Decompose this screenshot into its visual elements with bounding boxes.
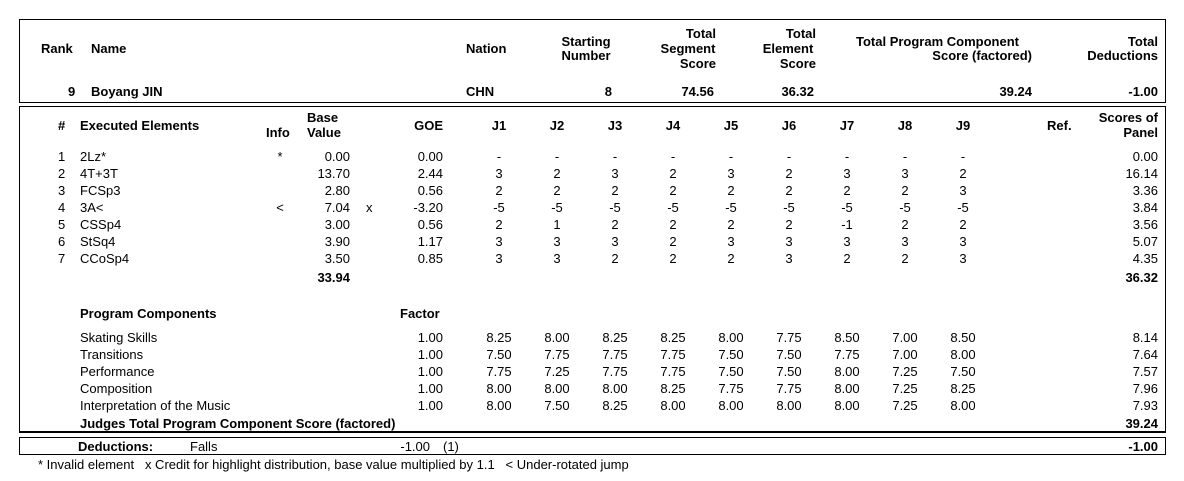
pcs-total-divider xyxy=(19,431,1166,432)
pcs-total-value: 39.24 xyxy=(1125,416,1158,431)
component-judge-score: 7.75 xyxy=(834,347,860,362)
col-goe-header: GOE xyxy=(414,118,443,133)
element-judge-score: 3 xyxy=(611,234,619,249)
tes-label-2: Element xyxy=(762,41,814,56)
col-ref-header: Ref. xyxy=(1047,118,1072,133)
element-base-value: 7.04 xyxy=(324,200,350,215)
skater-pcs: 39.24 xyxy=(999,84,1032,99)
element-judge-score: -5 xyxy=(667,200,679,215)
element-number: 4 xyxy=(58,200,66,215)
component-judge-score: 7.75 xyxy=(544,347,570,362)
judge-header-1: J1 xyxy=(491,118,507,133)
element-judge-score: 3 xyxy=(843,234,851,249)
component-judge-score: 8.00 xyxy=(544,330,570,345)
element-judge-score: - xyxy=(960,149,966,164)
element-judge-score: -5 xyxy=(609,200,621,215)
deductions-value: -1.00 xyxy=(400,439,430,454)
component-judge-score: 7.25 xyxy=(892,364,918,379)
element-goe: 0.85 xyxy=(417,251,443,266)
element-judge-score: 2 xyxy=(553,166,561,181)
element-panel-score: 5.07 xyxy=(1132,234,1158,249)
component-judge-score: 8.00 xyxy=(950,347,976,362)
element-judge-score: 2 xyxy=(611,217,619,232)
element-panel-score: 3.36 xyxy=(1132,183,1158,198)
element-judge-score: 2 xyxy=(727,217,735,232)
element-judge-score: 3 xyxy=(901,166,909,181)
pcs-total-label: Judges Total Program Component Score (factored) xyxy=(80,416,396,431)
element-judge-score: 2 xyxy=(611,183,619,198)
component-judge-score: 8.25 xyxy=(486,330,512,345)
component-judge-score: 8.00 xyxy=(834,381,860,396)
component-judge-score: 8.00 xyxy=(544,381,570,396)
component-judge-score: 7.75 xyxy=(776,381,802,396)
judge-header-2: J2 xyxy=(549,118,565,133)
judge-header-5: J5 xyxy=(723,118,739,133)
component-judge-score: 8.00 xyxy=(718,330,744,345)
component-judge-score: 8.25 xyxy=(950,381,976,396)
component-judge-score: 7.50 xyxy=(718,347,744,362)
component-judge-score: 7.75 xyxy=(602,347,628,362)
component-judge-score: 7.25 xyxy=(892,398,918,413)
judge-header-8: J8 xyxy=(897,118,913,133)
judge-header-3: J3 xyxy=(607,118,623,133)
element-name: CSSp4 xyxy=(80,217,122,232)
element-base-value: 3.00 xyxy=(324,217,350,232)
element-judge-score: 2 xyxy=(785,217,793,232)
element-panel-score: 3.56 xyxy=(1132,217,1158,232)
component-factor: 1.00 xyxy=(417,398,443,413)
element-judge-score: 3 xyxy=(901,234,909,249)
component-judge-score: 8.00 xyxy=(834,364,860,379)
skater-starting-number: 8 xyxy=(604,84,612,99)
base-total: 33.94 xyxy=(317,270,350,285)
rank-label: Rank xyxy=(41,41,73,56)
component-judge-score: 7.50 xyxy=(950,364,976,379)
component-panel-score: 7.64 xyxy=(1132,347,1158,362)
element-goe: -3.20 xyxy=(413,200,443,215)
judge-header-7: J7 xyxy=(839,118,855,133)
skater-tes: 36.32 xyxy=(781,84,814,99)
element-judge-score: 2 xyxy=(669,217,677,232)
col-num-header: # xyxy=(58,118,66,133)
component-judge-score: 7.75 xyxy=(660,364,686,379)
component-judge-score: 7.50 xyxy=(544,398,570,413)
element-judge-score: 3 xyxy=(495,166,503,181)
judge-header-6: J6 xyxy=(781,118,797,133)
component-judge-score: 8.00 xyxy=(486,398,512,413)
element-judge-score: -5 xyxy=(899,200,911,215)
element-judge-score: 3 xyxy=(959,251,967,266)
judge-header-9: J9 xyxy=(955,118,971,133)
component-judge-score: 8.00 xyxy=(486,381,512,396)
component-judge-score: 8.00 xyxy=(660,398,686,413)
tss-label-3: Score xyxy=(679,56,716,71)
element-judge-score: -5 xyxy=(493,200,505,215)
element-judge-score: 2 xyxy=(727,183,735,198)
element-judge-score: 2 xyxy=(669,183,677,198)
ded-label-2: Deductions xyxy=(1087,48,1158,63)
component-judge-score: 8.25 xyxy=(602,398,628,413)
element-name: 2Lz* xyxy=(80,149,107,164)
col-panel-header-2: Panel xyxy=(1123,125,1158,140)
element-goe: 0.56 xyxy=(417,183,443,198)
element-judge-score: -5 xyxy=(725,200,737,215)
element-judge-score: - xyxy=(728,149,734,164)
component-judge-score: 8.00 xyxy=(776,398,802,413)
component-judge-score: 7.00 xyxy=(892,330,918,345)
tes-label-1: Total xyxy=(785,26,816,41)
tss-label-1: Total xyxy=(685,26,716,41)
element-judge-score: 3 xyxy=(553,234,561,249)
element-base-value: 13.70 xyxy=(317,166,350,181)
component-judge-score: 8.50 xyxy=(950,330,976,345)
component-judge-score: 7.50 xyxy=(776,347,802,362)
element-judge-score: 2 xyxy=(669,166,677,181)
col-executed-header: Executed Elements xyxy=(80,118,200,133)
component-name: Skating Skills xyxy=(80,330,158,345)
component-factor: 1.00 xyxy=(417,364,443,379)
footnote: * Invalid element x Credit for highlight distribution, base value multiplied by 1.1 < Under-rotated jump xyxy=(38,457,629,472)
element-panel-score: 16.14 xyxy=(1125,166,1158,181)
element-base-value: 3.50 xyxy=(324,251,350,266)
element-judge-score: -5 xyxy=(841,200,853,215)
element-judge-score: -5 xyxy=(551,200,563,215)
skater-rank: 9 xyxy=(68,84,76,99)
element-judge-score: -1 xyxy=(841,217,853,232)
component-factor: 1.00 xyxy=(417,347,443,362)
component-judge-score: 7.75 xyxy=(718,381,744,396)
element-judge-score: 3 xyxy=(495,251,503,266)
element-judge-score: 2 xyxy=(727,251,735,266)
element-number: 1 xyxy=(58,149,66,164)
pc-factor-header: Factor xyxy=(400,306,440,321)
element-judge-score: 3 xyxy=(727,166,735,181)
element-goe: 0.56 xyxy=(417,217,443,232)
component-judge-score: 7.50 xyxy=(776,364,802,379)
element-number: 2 xyxy=(58,166,66,181)
component-factor: 1.00 xyxy=(417,381,443,396)
judge-header-4: J4 xyxy=(665,118,681,133)
component-judge-score: 8.25 xyxy=(602,330,628,345)
element-number: 6 xyxy=(58,234,66,249)
panel-total: 36.32 xyxy=(1125,270,1158,285)
deductions-type: Falls xyxy=(190,439,218,454)
component-panel-score: 8.14 xyxy=(1132,330,1158,345)
nation-label: Nation xyxy=(466,41,507,56)
element-judge-score: 2 xyxy=(959,217,967,232)
component-judge-score: 7.25 xyxy=(544,364,570,379)
element-name: 4T+3T xyxy=(80,166,118,181)
component-name: Transitions xyxy=(80,347,144,362)
component-name: Performance xyxy=(80,364,155,379)
component-judge-score: 8.00 xyxy=(718,398,744,413)
tes-label-3: Score xyxy=(779,56,816,71)
element-judge-score: 2 xyxy=(843,183,851,198)
component-judge-score: 8.50 xyxy=(834,330,860,345)
component-judge-score: 7.75 xyxy=(660,347,686,362)
component-judge-score: 8.25 xyxy=(660,381,686,396)
element-judge-score: 3 xyxy=(727,234,735,249)
component-judge-score: 7.75 xyxy=(486,364,512,379)
skater-deductions: -1.00 xyxy=(1128,84,1158,99)
element-judge-score: 3 xyxy=(843,166,851,181)
element-number: 5 xyxy=(58,217,66,232)
element-judge-score: 2 xyxy=(785,183,793,198)
element-base-value: 0.00 xyxy=(324,149,350,164)
component-judge-score: 7.25 xyxy=(892,381,918,396)
pcs-label-1: Total Program Component xyxy=(856,34,1019,49)
skater-nation: CHN xyxy=(466,84,495,99)
element-base-value: 3.90 xyxy=(324,234,350,249)
name-label: Name xyxy=(91,41,127,56)
component-judge-score: 7.00 xyxy=(892,347,918,362)
element-goe: 1.17 xyxy=(417,234,443,249)
element-judge-score: 3 xyxy=(959,234,967,249)
element-judge-score: 2 xyxy=(495,217,503,232)
component-factor: 1.00 xyxy=(417,330,443,345)
element-goe: 2.44 xyxy=(417,166,443,181)
col-base-header-1: Base xyxy=(307,110,339,125)
element-judge-score: 2 xyxy=(959,166,967,181)
component-judge-score: 8.00 xyxy=(834,398,860,413)
component-judge-score: 7.50 xyxy=(486,347,512,362)
element-judge-score: 2 xyxy=(901,183,909,198)
component-judge-score: 7.75 xyxy=(776,330,802,345)
element-judge-score: 2 xyxy=(669,234,677,249)
element-judge-score: 3 xyxy=(959,183,967,198)
col-panel-header-1: Scores of xyxy=(1098,110,1158,125)
pc-title: Program Components xyxy=(80,306,217,321)
element-info: < xyxy=(276,200,284,215)
element-judge-score: 2 xyxy=(495,183,503,198)
element-panel-score: 3.84 xyxy=(1132,200,1158,215)
element-x-marker: x xyxy=(366,200,373,215)
deductions-total: -1.00 xyxy=(1128,439,1158,454)
element-judge-score: - xyxy=(496,149,502,164)
element-panel-score: 0.00 xyxy=(1132,149,1158,164)
element-judge-score: 3 xyxy=(553,251,561,266)
starting-label-1: Starting xyxy=(561,34,611,49)
component-judge-score: 7.50 xyxy=(718,364,744,379)
tss-label-2: Segment xyxy=(660,41,716,56)
element-judge-score: 2 xyxy=(553,183,561,198)
element-judge-score: - xyxy=(786,149,792,164)
component-judge-score: 7.75 xyxy=(602,364,628,379)
element-judge-score: 2 xyxy=(901,217,909,232)
element-judge-score: - xyxy=(612,149,618,164)
col-info-header: Info xyxy=(266,125,290,140)
element-judge-score: 2 xyxy=(669,251,677,266)
component-panel-score: 7.57 xyxy=(1132,364,1158,379)
element-judge-score: 2 xyxy=(843,251,851,266)
element-number: 7 xyxy=(58,251,66,266)
element-judge-score: 3 xyxy=(611,166,619,181)
element-name: 3A< xyxy=(80,200,104,215)
element-judge-score: - xyxy=(670,149,676,164)
element-judge-score: - xyxy=(902,149,908,164)
element-panel-score: 4.35 xyxy=(1132,251,1158,266)
element-goe: 0.00 xyxy=(417,149,443,164)
element-judge-score: 1 xyxy=(553,217,561,232)
element-judge-score: 3 xyxy=(785,234,793,249)
element-judge-score: -5 xyxy=(957,200,969,215)
col-base-header-2: Value xyxy=(307,125,341,140)
element-judge-score: 3 xyxy=(785,251,793,266)
component-judge-score: 8.00 xyxy=(602,381,628,396)
element-judge-score: 2 xyxy=(901,251,909,266)
starting-label-2: Number xyxy=(561,48,611,63)
element-name: FCSp3 xyxy=(80,183,121,198)
component-name: Interpretation of the Music xyxy=(80,398,231,413)
element-judge-score: 3 xyxy=(495,234,503,249)
component-judge-score: 8.00 xyxy=(950,398,976,413)
component-name: Composition xyxy=(80,381,153,396)
element-name: StSq4 xyxy=(80,234,116,249)
skater-name: Boyang JIN xyxy=(91,84,163,99)
skater-tss: 74.56 xyxy=(681,84,714,99)
component-panel-score: 7.93 xyxy=(1132,398,1158,413)
element-info: * xyxy=(277,149,283,164)
deductions-label: Deductions: xyxy=(78,439,154,454)
component-judge-score: 8.25 xyxy=(660,330,686,345)
deductions-count: (1) xyxy=(443,439,459,454)
element-judge-score: - xyxy=(554,149,560,164)
element-base-value: 2.80 xyxy=(324,183,350,198)
component-panel-score: 7.96 xyxy=(1132,381,1158,396)
ded-label-1: Total xyxy=(1127,34,1158,49)
element-judge-score: 2 xyxy=(611,251,619,266)
pcs-label-2: Score (factored) xyxy=(932,48,1032,63)
element-judge-score: 2 xyxy=(785,166,793,181)
element-name: CCoSp4 xyxy=(80,251,130,266)
element-judge-score: - xyxy=(844,149,850,164)
element-judge-score: -5 xyxy=(783,200,795,215)
element-number: 3 xyxy=(58,183,66,198)
